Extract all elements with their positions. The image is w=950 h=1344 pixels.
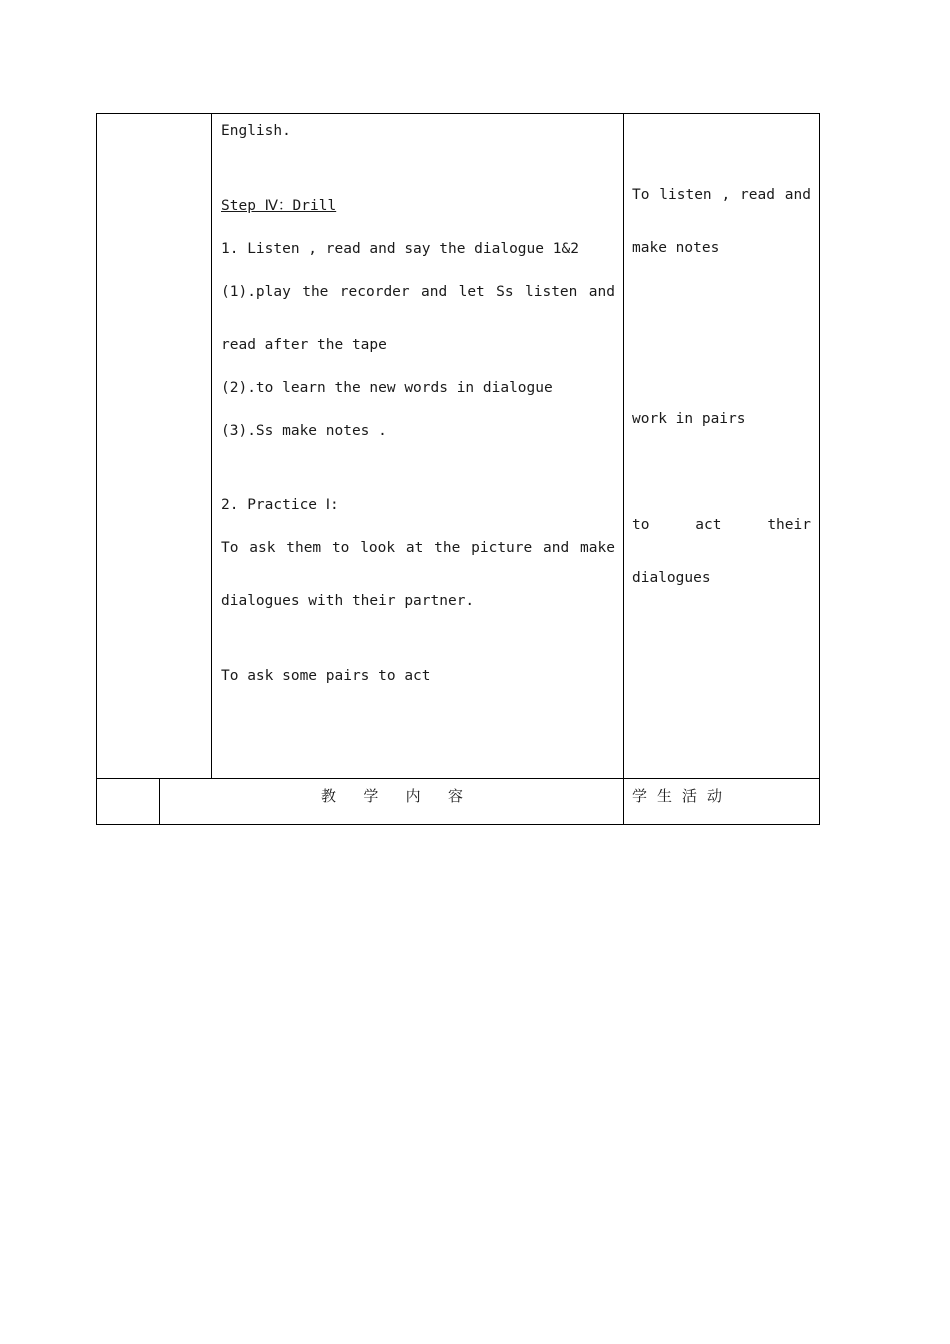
- word: to: [632, 517, 650, 533]
- table-row-divider: [96, 778, 820, 779]
- word: ask: [249, 540, 276, 556]
- word: ,: [721, 187, 731, 203]
- item-1-sub-1: [221, 283, 615, 301]
- header-char: 活: [681, 787, 697, 805]
- header-char: 生: [656, 787, 672, 805]
- word: and: [784, 187, 811, 203]
- word: look: [360, 540, 396, 556]
- text-english: English.: [221, 123, 291, 139]
- word: read: [740, 187, 775, 203]
- table-left-border: [96, 113, 97, 825]
- word: and: [543, 540, 570, 556]
- word: picture: [471, 540, 533, 556]
- word: To: [221, 540, 239, 556]
- table-col1-divider: [211, 113, 212, 779]
- item-3: To ask some pairs to act: [221, 668, 431, 684]
- table-right-border: [819, 113, 820, 825]
- activity-1-cont: make notes: [632, 240, 720, 256]
- word: the: [302, 284, 329, 300]
- header-char: 教: [321, 787, 337, 805]
- activity-2: work in pairs: [632, 411, 746, 427]
- word: their: [767, 517, 811, 533]
- item-1-sub-1-cont: read after the tape: [221, 337, 387, 353]
- activity-3-cont: dialogues: [632, 570, 711, 586]
- word: the: [434, 540, 461, 556]
- activity-header: [632, 787, 722, 805]
- word: (1).play: [221, 284, 291, 300]
- header-char: 学: [632, 787, 648, 805]
- word: at: [405, 540, 424, 556]
- word: make: [580, 540, 615, 556]
- content-header: [321, 787, 463, 805]
- header-char: 学: [363, 787, 379, 805]
- table-col2-divider: [623, 113, 624, 825]
- item-1-sub-3: (3).Ss make notes .: [221, 423, 387, 439]
- word: listen: [659, 187, 712, 203]
- word: and: [421, 284, 448, 300]
- header-char: 内: [405, 787, 421, 805]
- word: act: [695, 517, 722, 533]
- header-char: 动: [706, 787, 722, 805]
- header-char: 容: [447, 787, 463, 805]
- item-2: 2. Practice Ⅰ:: [221, 497, 339, 513]
- item-2-line-1: [221, 539, 615, 557]
- word: listen: [525, 284, 578, 300]
- item-1-sub-2: (2).to learn the new words in dialogue: [221, 380, 553, 396]
- word: to: [331, 540, 350, 556]
- word: recorder: [339, 284, 410, 300]
- word: them: [286, 540, 322, 556]
- item-2-line-2: dialogues with their partner.: [221, 593, 475, 609]
- word: Ss: [496, 284, 514, 300]
- activity-1: [632, 186, 811, 204]
- table-footer-col-divider: [159, 778, 160, 825]
- step-heading: Step Ⅳ：Drill: [221, 198, 337, 214]
- table-bottom-border: [96, 824, 820, 825]
- word: and: [588, 284, 615, 300]
- word: let: [458, 284, 485, 300]
- item-1: 1. Listen , read and say the dialogue 1&2: [221, 241, 579, 257]
- activity-3: [632, 516, 811, 534]
- word: To: [632, 187, 650, 203]
- table-top-border: [96, 113, 820, 114]
